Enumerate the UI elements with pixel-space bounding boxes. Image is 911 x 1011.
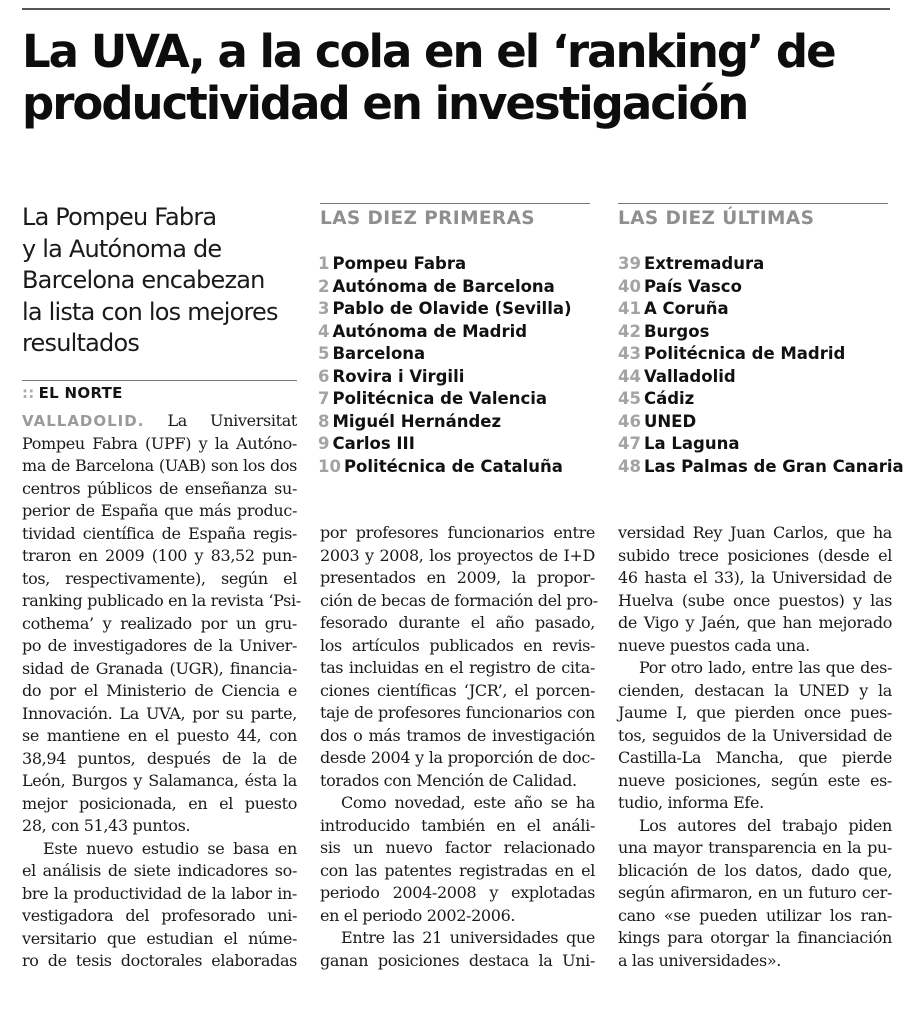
body-text-line: sis un nuevo factor relacionado: [320, 838, 595, 857]
body-text-line: Este nuevo estudio se basa en: [43, 838, 297, 858]
university-name: Valladolid: [643, 366, 736, 386]
top-ten-rule: [320, 203, 590, 204]
body-text-line: nueve puestos cada una.: [618, 635, 810, 655]
rank-number: 43: [618, 344, 641, 363]
list-item: [318, 321, 572, 344]
body-text-line: versidad Rey Juan Carlos, que ha: [618, 523, 892, 542]
university-name: Burgos: [643, 321, 710, 341]
body-text-line: taje de profesores funcionarios con: [320, 703, 595, 722]
body-text-line: subido trece posiciones (desde el: [618, 545, 892, 565]
body-text-line: blicación de los datos, dado que,: [618, 860, 892, 880]
list-item: [318, 411, 572, 434]
top-ten-list: [318, 253, 572, 478]
byline-rule: [22, 380, 297, 381]
university-name: A Coruña: [643, 299, 729, 318]
list-item: [618, 298, 904, 321]
university-name: Autónoma de Madrid: [332, 321, 528, 341]
byline: [22, 384, 123, 402]
university-name: Pompeu Fabra: [332, 254, 467, 273]
headline-line: La UVA, a la cola en el ‘ranking’ de: [22, 25, 835, 78]
university-name: Autónoma de Barcelona: [332, 276, 555, 296]
body-text-line: ción de becas de formación del pro-: [320, 590, 598, 610]
body-text-line: [22, 410, 297, 433]
university-name: Politécnica de Valencia: [332, 389, 548, 408]
body-text-line: cienden, destacan la UNED y la: [618, 680, 892, 700]
body-text-line: ganan posiciones destaca la Uni-: [320, 950, 595, 970]
rank-number: 44: [618, 366, 641, 386]
rank-number: 3: [318, 299, 330, 318]
list-item: [618, 366, 904, 389]
byline-text: EL NORTE: [38, 384, 123, 402]
body-text-line: cano «se pueden utilizar los ran-: [618, 905, 892, 925]
body-text-line: Los autores del trabajo piden: [639, 815, 892, 835]
body-text-line: Pompeu Fabra (UPF) y la Autóno-: [22, 433, 297, 453]
list-item: [618, 321, 904, 344]
headline-line: productividad en investigación: [22, 77, 748, 130]
body-text-line: ranking publicado en la revista ‘Psi-: [22, 591, 301, 610]
rank-number: 10: [318, 456, 341, 476]
body-text-line: vestigadora del profesorado uni-: [22, 906, 297, 925]
subheadline-line: La Pompeu Fabra: [22, 203, 217, 231]
rank-number: 47: [618, 434, 641, 453]
rank-number: 4: [318, 321, 330, 341]
rank-number: 6: [318, 366, 330, 386]
body-text-line: Entre las 21 universidades que: [341, 928, 595, 947]
top-rule: [22, 8, 890, 10]
body-text-line: Innovación. La UVA, por su parte,: [22, 703, 297, 723]
university-name: Politécnica de Madrid: [643, 344, 846, 363]
rank-number: 5: [318, 344, 330, 363]
body-text-line: periodo 2004-2008 y explotadas: [320, 883, 595, 902]
university-name: UNED: [643, 411, 697, 431]
subheadline-line: Barcelona encabezan: [22, 266, 265, 294]
subheadline: [22, 202, 307, 360]
body-text-line: una mayor transparencia en la pu-: [618, 838, 892, 857]
list-item: [618, 433, 904, 456]
body-text-line: tas incluidas en el registro de cita-: [320, 658, 595, 677]
body-text-line: versitario que estudian el núme-: [22, 928, 297, 948]
body-text-line: presentados en 2009, la propor-: [320, 568, 595, 587]
university-name: Extremadura: [643, 254, 765, 273]
body-text-line: dos o más tramos de investigación: [320, 725, 595, 745]
body-text-line: tos, seguidos de la Universidad de: [618, 725, 892, 745]
list-item: [318, 276, 572, 299]
top-ten-title: LAS DIEZ PRIMERAS: [320, 208, 536, 229]
body-text-line: ro de tesis doctorales elaboradas: [22, 951, 297, 970]
rank-number: 8: [318, 411, 330, 431]
list-item: [318, 456, 572, 479]
body-text-line: ma de Barcelona (UAB) son los dos: [22, 456, 297, 475]
subheadline-line: resultados: [22, 329, 140, 357]
list-item: [318, 433, 572, 456]
body-text-line: tos, respectivamente), según el: [22, 568, 297, 588]
university-name: Pablo de Olavide (Sevilla): [332, 299, 572, 318]
body-text-line: con las patentes registradas en el: [320, 860, 595, 880]
bottom-ten-rule: [618, 203, 888, 204]
body-text-line: do por el Ministerio de Ciencia e: [22, 681, 297, 700]
body-text-line: Jaume I, que pierden once pues-: [618, 703, 892, 722]
subheadline-line: y la Autónoma de: [22, 234, 222, 263]
list-item: [318, 388, 572, 411]
rank-number: 7: [318, 389, 330, 408]
body-text-line: los artículos publicados en revis-: [320, 635, 595, 655]
university-name: Barcelona: [332, 344, 426, 363]
body-column-3: [618, 522, 892, 972]
body-text-line: según afirmaron, en un futuro cer-: [618, 883, 892, 902]
body-text-line: Huelva (sube once puestos) y las: [618, 590, 892, 610]
list-item: [618, 388, 904, 411]
body-text-line: introducido también en el análi-: [320, 815, 595, 835]
list-item: [318, 343, 572, 366]
rank-number: 40: [618, 276, 641, 296]
university-name: País Vasco: [643, 276, 742, 296]
body-text-line: por profesores funcionarios entre: [320, 523, 595, 542]
body-text-line: desde 2004 y la proporción de doc-: [320, 748, 595, 767]
university-name: Miguél Hernández: [332, 411, 502, 431]
body-text-line: tudio, informa Efe.: [618, 793, 764, 812]
rank-number: 45: [618, 389, 641, 408]
rank-number: 42: [618, 321, 641, 341]
body-text-line: 46 hasta el 33), la Universidad de: [618, 568, 892, 587]
body-text-line: nueve posiciones, según este es-: [618, 770, 892, 790]
body-text-line: perior de España que más produc-: [22, 501, 297, 520]
headline: [22, 26, 902, 130]
body-text-line: 2003 y 2008, los proyectos de I+D: [320, 545, 595, 565]
body-text-line: mejor posicionada, en el puesto: [22, 793, 297, 813]
subheadline-line: la lista con los mejores: [22, 297, 278, 326]
rank-number: 9: [318, 434, 330, 453]
body-text-line: Por otro lado, entre las que des-: [639, 658, 892, 677]
list-item: [318, 366, 572, 389]
list-item: [618, 411, 904, 434]
list-item: [318, 298, 572, 321]
body-text-line: Castilla-La Mancha, que pierde: [618, 748, 892, 767]
rank-number: 39: [618, 254, 641, 273]
body-text-line: tividad científica de España regis-: [22, 523, 297, 543]
body-text-line: torados con Mención de Calidad.: [320, 770, 577, 790]
body-text-line: a las universidades».: [618, 950, 782, 970]
bottom-ten-list: [618, 253, 904, 478]
dateline: VALLADOLID.: [22, 412, 145, 430]
body-text-line: ciones científicas ‘JCR’, el porcen-: [320, 680, 595, 700]
list-item: [618, 343, 904, 366]
body-text-line: fesorado durante el año pasado,: [320, 613, 595, 632]
university-name: Las Palmas de Gran Canaria: [643, 456, 904, 476]
byline-mark-icon: ::: [22, 384, 35, 402]
body-text-line: 38,94 puntos, después de la de: [22, 748, 297, 768]
rank-number: 41: [618, 299, 641, 318]
body-text-line: centros públicos de enseñanza su-: [22, 478, 297, 498]
body-text-line: en el periodo 2002-2006.: [320, 905, 516, 925]
body-text-line: el análisis de siete indicadores so-: [22, 861, 297, 880]
body-text-line: de Vigo y Jaén, que han mejorado: [618, 613, 892, 632]
body-text-line: 28, con 51,43 puntos.: [22, 816, 191, 835]
list-item: [618, 456, 904, 479]
rank-number: 46: [618, 411, 641, 431]
university-name: Rovira i Virgili: [332, 366, 465, 386]
list-item: [318, 253, 572, 276]
university-name: Cádiz: [643, 389, 695, 408]
body-text-line: León, Burgos y Salamanca, ésta la: [22, 771, 297, 790]
body-text-line: sidad de Granada (UGR), financia-: [22, 658, 297, 678]
body-text-line: po de investigadores de la Univer-: [22, 636, 297, 655]
list-item: [618, 276, 904, 299]
university-name: Politécnica de Cataluña: [343, 456, 563, 476]
body-column-1: [22, 410, 301, 973]
body-text-line: traron en 2009 (100 y 83,52 pun-: [22, 546, 297, 565]
body-text: La Universitat: [167, 411, 297, 430]
list-item: [618, 253, 904, 276]
body-text-line: Como novedad, este año se ha: [341, 793, 595, 812]
university-name: La Laguna: [643, 434, 740, 453]
body-column-2: [320, 522, 598, 972]
bottom-ten-title: LAS DIEZ ÚLTIMAS: [618, 208, 815, 229]
university-name: Carlos III: [332, 434, 415, 453]
body-text-line: se mantiene en el puesto 44, con: [22, 726, 297, 745]
rank-number: 2: [318, 276, 330, 296]
rank-number: 48: [618, 456, 641, 476]
body-text-line: kings para otorgar la financiación: [618, 928, 892, 947]
body-text-line: bre la productividad de la labor in-: [22, 883, 297, 903]
rank-number: 1: [318, 254, 330, 273]
body-text-line: cothema’ y realizado por un gru-: [22, 613, 297, 633]
